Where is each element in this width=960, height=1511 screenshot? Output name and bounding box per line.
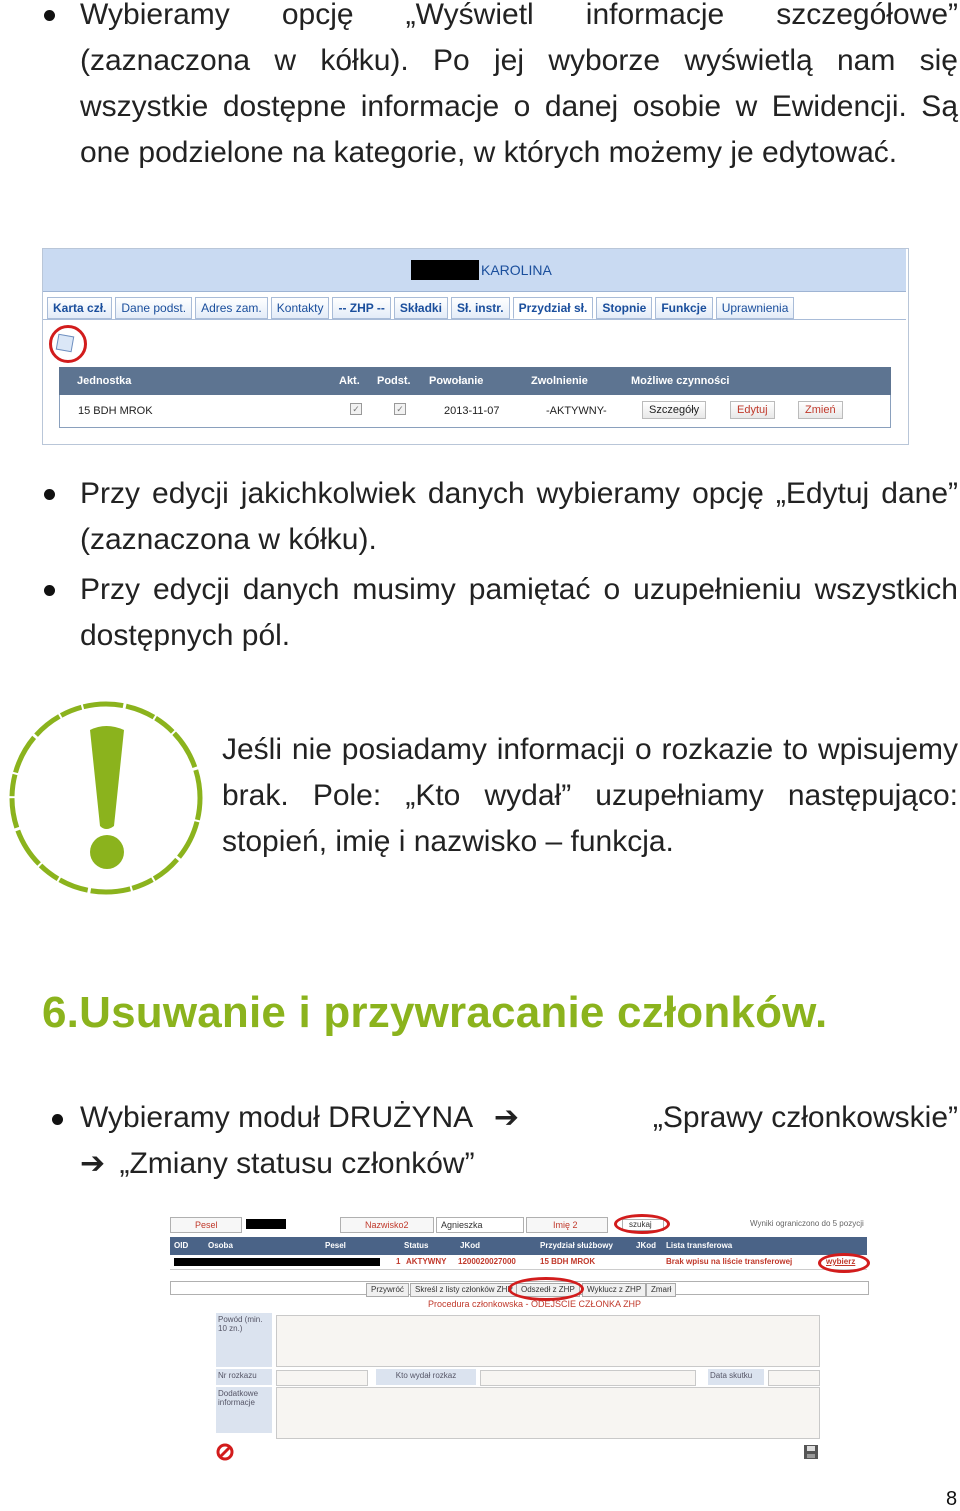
firstname-filter[interactable]: Agnieszka — [436, 1217, 524, 1233]
highlight-circle — [614, 1214, 670, 1234]
expiry-date-field[interactable] — [768, 1370, 820, 1386]
row-dismissed: -AKTYWNY- — [546, 405, 607, 417]
table-row — [59, 395, 891, 428]
choose-link[interactable]: wybierz — [826, 1257, 856, 1266]
active-checkbox[interactable]: ✓ — [350, 403, 362, 415]
issued-by-field[interactable] — [480, 1370, 696, 1386]
bullet — [52, 1114, 63, 1125]
reason-label: Powód (min. 10 zn.) — [216, 1313, 272, 1367]
deceased-button[interactable]: Zmarł — [646, 1283, 676, 1297]
save-icon[interactable] — [802, 1443, 820, 1461]
edit-button[interactable]: Edytuj — [730, 401, 775, 419]
table-row[interactable]: 1 AKTYWNY 1200020027000 15 BDH MROK Brak wpisu na liście transferowej wybierz — [170, 1255, 867, 1270]
surname2-filter[interactable]: Nazwisko2 — [340, 1217, 434, 1233]
limit-note: Wyniki ograniczono do 5 pozycji — [750, 1219, 864, 1228]
col-unit: Jednostka — [77, 375, 132, 387]
row-unit: 15 BDH MROK — [78, 405, 153, 417]
procedure-title: Procedura członkowska - ODEJŚCIE CZŁONKA ZHP — [428, 1299, 642, 1309]
basic-checkbox[interactable]: ✓ — [394, 403, 406, 415]
bullet — [44, 489, 55, 500]
tab-basic-data[interactable]: Dane podst. — [115, 297, 192, 319]
reason-field[interactable] — [276, 1315, 820, 1367]
redacted-value — [174, 1258, 380, 1266]
tab-ranks[interactable]: Stopnie — [596, 297, 652, 319]
details-button[interactable]: Szczegóły — [642, 401, 706, 419]
strike-off-button[interactable]: Skreśl z listy członków ZHP — [410, 1283, 518, 1297]
col-active: Akt. — [339, 375, 360, 387]
results-header: OID Osoba Pesel Status JKod Przydział służbowy JKod Lista transferowa — [170, 1237, 867, 1255]
bullet — [44, 10, 55, 21]
tab-functions[interactable]: Funkcje — [655, 297, 712, 319]
tab-assignment[interactable]: Przydział sł. — [513, 297, 594, 319]
order-number-label: Nr rozkazu — [216, 1369, 272, 1385]
assignment-table-header — [59, 367, 891, 395]
expiry-date-label: Data skutku — [708, 1369, 764, 1385]
paragraph-details-option: Wybieramy opcję „Wyświetl informacje szczegółowe” (zaznaczona w kółku). Po jej wyborze wyświetlą nam się wszystkie dostępne informacje o danej osobie w Ewidencji. Są one podzielone na kategorie, w których możemy je edytować. — [80, 0, 958, 169]
col-basic: Podst. — [377, 375, 411, 387]
arrow-icon: ➔ — [493, 1101, 519, 1134]
col-actions: Możliwe czynności — [631, 375, 730, 387]
member-header-bar — [43, 249, 906, 292]
tab-address[interactable]: Adres zam. — [195, 297, 268, 319]
tab-permissions[interactable]: Uprawnienia — [716, 297, 795, 319]
row-appointed: 2013-11-07 — [444, 405, 500, 417]
col-dismissed: Zwolnienie — [531, 375, 588, 387]
redacted-value — [246, 1219, 286, 1229]
tab-member-card[interactable]: Karta czł. — [47, 297, 112, 319]
arrow-icon: ➔ — [80, 1147, 106, 1180]
left-zhp-button[interactable]: Odszedł z ZHP — [516, 1283, 580, 1297]
module-text: „Sprawy członkowskie” — [652, 1101, 958, 1134]
restore-button[interactable]: Przywróć — [366, 1283, 409, 1297]
name2-filter[interactable]: Imię 2 — [526, 1217, 608, 1233]
change-button[interactable]: Zmień — [798, 401, 843, 419]
tab-divider — [43, 319, 906, 320]
paragraph-module-path — [80, 1095, 958, 1187]
order-number-field[interactable] — [276, 1370, 368, 1386]
paragraph-fill-fields: Przy edycji danych musimy pamiętać o uzupełnieniu wszystkich dostępnych pól. — [80, 573, 958, 652]
tab-fees[interactable]: Składki — [394, 297, 448, 319]
warning-text: Jeśli nie posiadamy informacji o rozkazie to wpisujemy brak. Pole: „Kto wydał” uzupełniamy następująco: stopień, imię i nazwisko – funkcja. — [222, 733, 958, 858]
status-change-screenshot — [170, 1215, 867, 1465]
highlight-circle — [508, 1277, 584, 1301]
col-appointed: Powołanie — [429, 375, 484, 387]
module-text: „Zmiany statusu członków” — [119, 1147, 475, 1180]
module-text: Wybieramy moduł DRUŻYNA — [80, 1101, 472, 1134]
expel-button[interactable]: Wyklucz z ZHP — [582, 1283, 646, 1297]
bullet — [44, 585, 55, 596]
tab-contacts[interactable]: Kontakty — [271, 297, 330, 319]
highlight-circle — [818, 1253, 870, 1273]
section-title: 6.Usuwanie i przywracanie członków. — [42, 988, 828, 1037]
pesel-filter[interactable]: Pesel — [170, 1217, 242, 1233]
member-details-screenshot — [42, 248, 909, 445]
issued-by-label: Kto wydał rozkaz — [376, 1369, 476, 1385]
highlight-circle — [49, 325, 87, 363]
member-first-name: KAROLINA — [481, 262, 552, 278]
search-button[interactable]: szukaj — [622, 1219, 664, 1231]
tab-instructor-service[interactable]: Sł. instr. — [451, 297, 510, 319]
cancel-icon[interactable] — [216, 1443, 234, 1461]
extra-info-field[interactable] — [276, 1387, 820, 1439]
exclamation-icon — [8, 698, 204, 898]
extra-info-label: Dodatkowe informacje — [216, 1387, 272, 1433]
page-number: 8 — [946, 1488, 958, 1510]
redacted-surname — [411, 260, 479, 280]
tab-zhp[interactable]: -- ZHP -- — [332, 297, 390, 319]
details-tabs — [47, 297, 794, 319]
paragraph-edit-data: Przy edycji jakichkolwiek danych wybieramy opcję „Edytuj dane” (zaznaczona w kółku). — [80, 477, 958, 556]
